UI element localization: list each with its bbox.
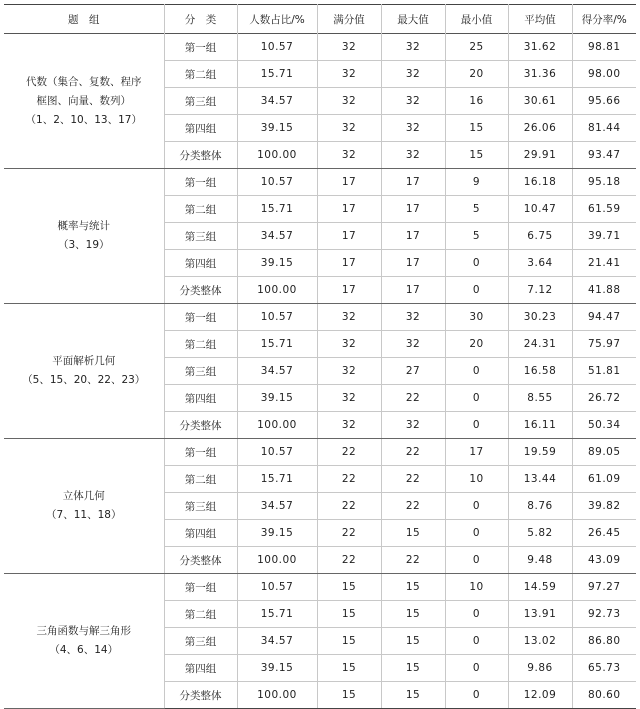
percent-cell: 10.57: [237, 304, 317, 331]
max-cell: 15: [381, 601, 445, 628]
score-rate-cell: 95.66: [572, 88, 636, 115]
category-cell: 第二组: [164, 601, 237, 628]
topic-line: 三角函数与解三角形: [36, 625, 131, 637]
full-score-cell: 32: [317, 385, 381, 412]
max-cell: 17: [381, 223, 445, 250]
average-cell: 8.55: [508, 385, 572, 412]
full-score-cell: 17: [317, 277, 381, 304]
average-cell: 13.02: [508, 628, 572, 655]
table-row: [4, 34, 636, 61]
category-cell: 第四组: [164, 655, 237, 682]
min-cell: 9: [445, 169, 508, 196]
full-score-cell: 32: [317, 412, 381, 439]
percent-cell: 15.71: [237, 601, 317, 628]
full-score-cell: 17: [317, 250, 381, 277]
percent-cell: 39.15: [237, 655, 317, 682]
full-score-cell: 32: [317, 304, 381, 331]
average-cell: 9.86: [508, 655, 572, 682]
topic-line: （3、19）: [57, 239, 110, 251]
score-rate-cell: 81.44: [572, 115, 636, 142]
score-rate-cell: 97.27: [572, 574, 636, 601]
full-score-cell: 15: [317, 601, 381, 628]
min-cell: 0: [445, 385, 508, 412]
min-cell: 0: [445, 520, 508, 547]
full-score-cell: 32: [317, 331, 381, 358]
category-cell: 第一组: [164, 34, 237, 61]
category-cell: 第二组: [164, 196, 237, 223]
average-cell: 31.36: [508, 61, 572, 88]
average-cell: 30.61: [508, 88, 572, 115]
average-cell: 31.62: [508, 34, 572, 61]
category-cell: 第三组: [164, 628, 237, 655]
topic-line: 立体几何: [62, 490, 105, 502]
percent-cell: 100.00: [237, 412, 317, 439]
percent-cell: 10.57: [237, 34, 317, 61]
max-cell: 22: [381, 547, 445, 574]
percent-cell: 15.71: [237, 466, 317, 493]
percent-cell: 34.57: [237, 358, 317, 385]
average-cell: 3.64: [508, 250, 572, 277]
min-cell: 0: [445, 493, 508, 520]
min-cell: 20: [445, 331, 508, 358]
max-cell: 32: [381, 412, 445, 439]
full-score-cell: 17: [317, 169, 381, 196]
score-rate-cell: 92.73: [572, 601, 636, 628]
percent-cell: 39.15: [237, 115, 317, 142]
score-rate-cell: 43.09: [572, 547, 636, 574]
category-cell: 第一组: [164, 439, 237, 466]
score-rate-cell: 80.60: [572, 682, 636, 709]
average-cell: 7.12: [508, 277, 572, 304]
full-score-cell: 15: [317, 682, 381, 709]
percent-cell: 100.00: [237, 682, 317, 709]
score-rate-cell: 26.72: [572, 385, 636, 412]
average-cell: 19.59: [508, 439, 572, 466]
max-cell: 15: [381, 655, 445, 682]
full-score-cell: 22: [317, 547, 381, 574]
min-cell: 17: [445, 439, 508, 466]
table-row: [4, 439, 636, 466]
min-cell: 30: [445, 304, 508, 331]
percent-cell: 39.15: [237, 250, 317, 277]
min-cell: 20: [445, 61, 508, 88]
category-cell: 分类整体: [164, 412, 237, 439]
percent-cell: 34.57: [237, 493, 317, 520]
percent-cell: 10.57: [237, 439, 317, 466]
percent-cell: 34.57: [237, 223, 317, 250]
header-average: 平均值: [508, 5, 572, 34]
percent-cell: 34.57: [237, 628, 317, 655]
score-statistics-table: [4, 4, 636, 709]
max-cell: 32: [381, 34, 445, 61]
max-cell: 15: [381, 628, 445, 655]
header-topic: 题 组: [4, 5, 164, 34]
average-cell: 6.75: [508, 223, 572, 250]
average-cell: 29.91: [508, 142, 572, 169]
category-cell: 第二组: [164, 61, 237, 88]
max-cell: 17: [381, 277, 445, 304]
full-score-cell: 17: [317, 223, 381, 250]
category-cell: 第二组: [164, 466, 237, 493]
max-cell: 15: [381, 574, 445, 601]
topic-line: 平面解析几何: [52, 355, 116, 367]
max-cell: 17: [381, 169, 445, 196]
score-rate-cell: 65.73: [572, 655, 636, 682]
score-rate-cell: 51.81: [572, 358, 636, 385]
topic-cell: [4, 34, 164, 169]
category-cell: 第一组: [164, 169, 237, 196]
average-cell: 16.11: [508, 412, 572, 439]
max-cell: 22: [381, 385, 445, 412]
category-cell: 第四组: [164, 385, 237, 412]
score-rate-cell: 89.05: [572, 439, 636, 466]
average-cell: 30.23: [508, 304, 572, 331]
min-cell: 25: [445, 34, 508, 61]
category-cell: 第二组: [164, 331, 237, 358]
category-cell: 分类整体: [164, 547, 237, 574]
min-cell: 0: [445, 250, 508, 277]
full-score-cell: 22: [317, 493, 381, 520]
max-cell: 32: [381, 88, 445, 115]
topic-line: （1、2、10、13、17）: [25, 113, 142, 126]
header-percent: 人数占比/%: [237, 5, 317, 34]
full-score-cell: 32: [317, 358, 381, 385]
topic-line: 框图、向量、数列）: [36, 94, 131, 107]
average-cell: 5.82: [508, 520, 572, 547]
percent-cell: 34.57: [237, 88, 317, 115]
full-score-cell: 22: [317, 520, 381, 547]
score-rate-cell: 98.81: [572, 34, 636, 61]
score-rate-cell: 94.47: [572, 304, 636, 331]
full-score-cell: 22: [317, 466, 381, 493]
min-cell: 0: [445, 277, 508, 304]
max-cell: 15: [381, 682, 445, 709]
max-cell: 32: [381, 304, 445, 331]
header-full-score: 满分值: [317, 5, 381, 34]
score-rate-cell: 98.00: [572, 61, 636, 88]
min-cell: 0: [445, 628, 508, 655]
min-cell: 5: [445, 196, 508, 223]
category-cell: 第四组: [164, 115, 237, 142]
max-cell: 27: [381, 358, 445, 385]
header-min: 最小值: [445, 5, 508, 34]
min-cell: 0: [445, 682, 508, 709]
min-cell: 15: [445, 142, 508, 169]
max-cell: 22: [381, 493, 445, 520]
percent-cell: 10.57: [237, 169, 317, 196]
average-cell: 16.58: [508, 358, 572, 385]
score-rate-cell: 41.88: [572, 277, 636, 304]
full-score-cell: 15: [317, 655, 381, 682]
score-rate-cell: 75.97: [572, 331, 636, 358]
category-cell: 第三组: [164, 223, 237, 250]
percent-cell: 39.15: [237, 520, 317, 547]
max-cell: 32: [381, 142, 445, 169]
score-rate-cell: 86.80: [572, 628, 636, 655]
max-cell: 17: [381, 250, 445, 277]
score-rate-cell: 93.47: [572, 142, 636, 169]
max-cell: 15: [381, 520, 445, 547]
score-rate-cell: 95.18: [572, 169, 636, 196]
category-cell: 第三组: [164, 358, 237, 385]
min-cell: 0: [445, 601, 508, 628]
max-cell: 32: [381, 331, 445, 358]
full-score-cell: 32: [317, 88, 381, 115]
category-cell: 分类整体: [164, 142, 237, 169]
category-cell: 第一组: [164, 574, 237, 601]
header-score-rate: 得分率/%: [581, 13, 627, 26]
max-cell: 22: [381, 466, 445, 493]
average-cell: 10.47: [508, 196, 572, 223]
topic-line: （4、6、14）: [49, 644, 119, 656]
category-cell: 第三组: [164, 493, 237, 520]
average-cell: 8.76: [508, 493, 572, 520]
category-cell: 分类整体: [164, 277, 237, 304]
percent-cell: 15.71: [237, 331, 317, 358]
min-cell: 5: [445, 223, 508, 250]
category-cell: 第四组: [164, 250, 237, 277]
min-cell: 15: [445, 115, 508, 142]
min-cell: 0: [445, 547, 508, 574]
percent-cell: 100.00: [237, 547, 317, 574]
average-cell: 13.91: [508, 601, 572, 628]
full-score-cell: 17: [317, 196, 381, 223]
min-cell: 0: [445, 655, 508, 682]
table-row: [4, 169, 636, 196]
full-score-cell: 32: [317, 115, 381, 142]
max-cell: 32: [381, 115, 445, 142]
topic-line: （7、11、18）: [46, 509, 122, 521]
percent-cell: 10.57: [237, 574, 317, 601]
average-cell: 13.44: [508, 466, 572, 493]
min-cell: 10: [445, 574, 508, 601]
topic-cell: [4, 439, 164, 574]
percent-cell: 15.71: [237, 196, 317, 223]
average-cell: 12.09: [508, 682, 572, 709]
min-cell: 0: [445, 358, 508, 385]
average-cell: 9.48: [508, 547, 572, 574]
table-row: [4, 304, 636, 331]
full-score-cell: 15: [317, 628, 381, 655]
full-score-cell: 15: [317, 574, 381, 601]
table-body: [4, 34, 636, 709]
category-cell: 第一组: [164, 304, 237, 331]
header-max: 最大值: [381, 5, 445, 34]
min-cell: 16: [445, 88, 508, 115]
full-score-cell: 32: [317, 34, 381, 61]
topic-cell: [4, 169, 164, 304]
score-rate-cell: 61.59: [572, 196, 636, 223]
full-score-cell: 32: [317, 142, 381, 169]
full-score-cell: 22: [317, 439, 381, 466]
average-cell: 24.31: [508, 331, 572, 358]
percent-cell: 15.71: [237, 61, 317, 88]
score-rate-cell: 21.41: [572, 250, 636, 277]
max-cell: 22: [381, 439, 445, 466]
percent-cell: 39.15: [237, 385, 317, 412]
average-cell: 16.18: [508, 169, 572, 196]
table-row: [4, 574, 636, 601]
category-cell: 第三组: [164, 88, 237, 115]
average-cell: 14.59: [508, 574, 572, 601]
percent-cell: 100.00: [237, 277, 317, 304]
header-row: [4, 5, 636, 34]
header-category: 分 类: [164, 5, 237, 34]
category-cell: 分类整体: [164, 682, 237, 709]
topic-cell: [4, 304, 164, 439]
topic-cell: [4, 574, 164, 709]
percent-cell: 100.00: [237, 142, 317, 169]
max-cell: 32: [381, 61, 445, 88]
score-rate-cell: 39.82: [572, 493, 636, 520]
min-cell: 10: [445, 466, 508, 493]
category-cell: 第四组: [164, 520, 237, 547]
score-rate-cell: 39.71: [572, 223, 636, 250]
score-rate-cell: 61.09: [572, 466, 636, 493]
min-cell: 0: [445, 412, 508, 439]
score-rate-cell: 26.45: [572, 520, 636, 547]
topic-line: 概率与统计: [57, 220, 110, 232]
topic-line: （5、15、20、22、23）: [22, 374, 146, 386]
full-score-cell: 32: [317, 61, 381, 88]
max-cell: 17: [381, 196, 445, 223]
average-cell: 26.06: [508, 115, 572, 142]
topic-line: 代数（集合、复数、程序: [26, 75, 142, 88]
score-rate-cell: 50.34: [572, 412, 636, 439]
